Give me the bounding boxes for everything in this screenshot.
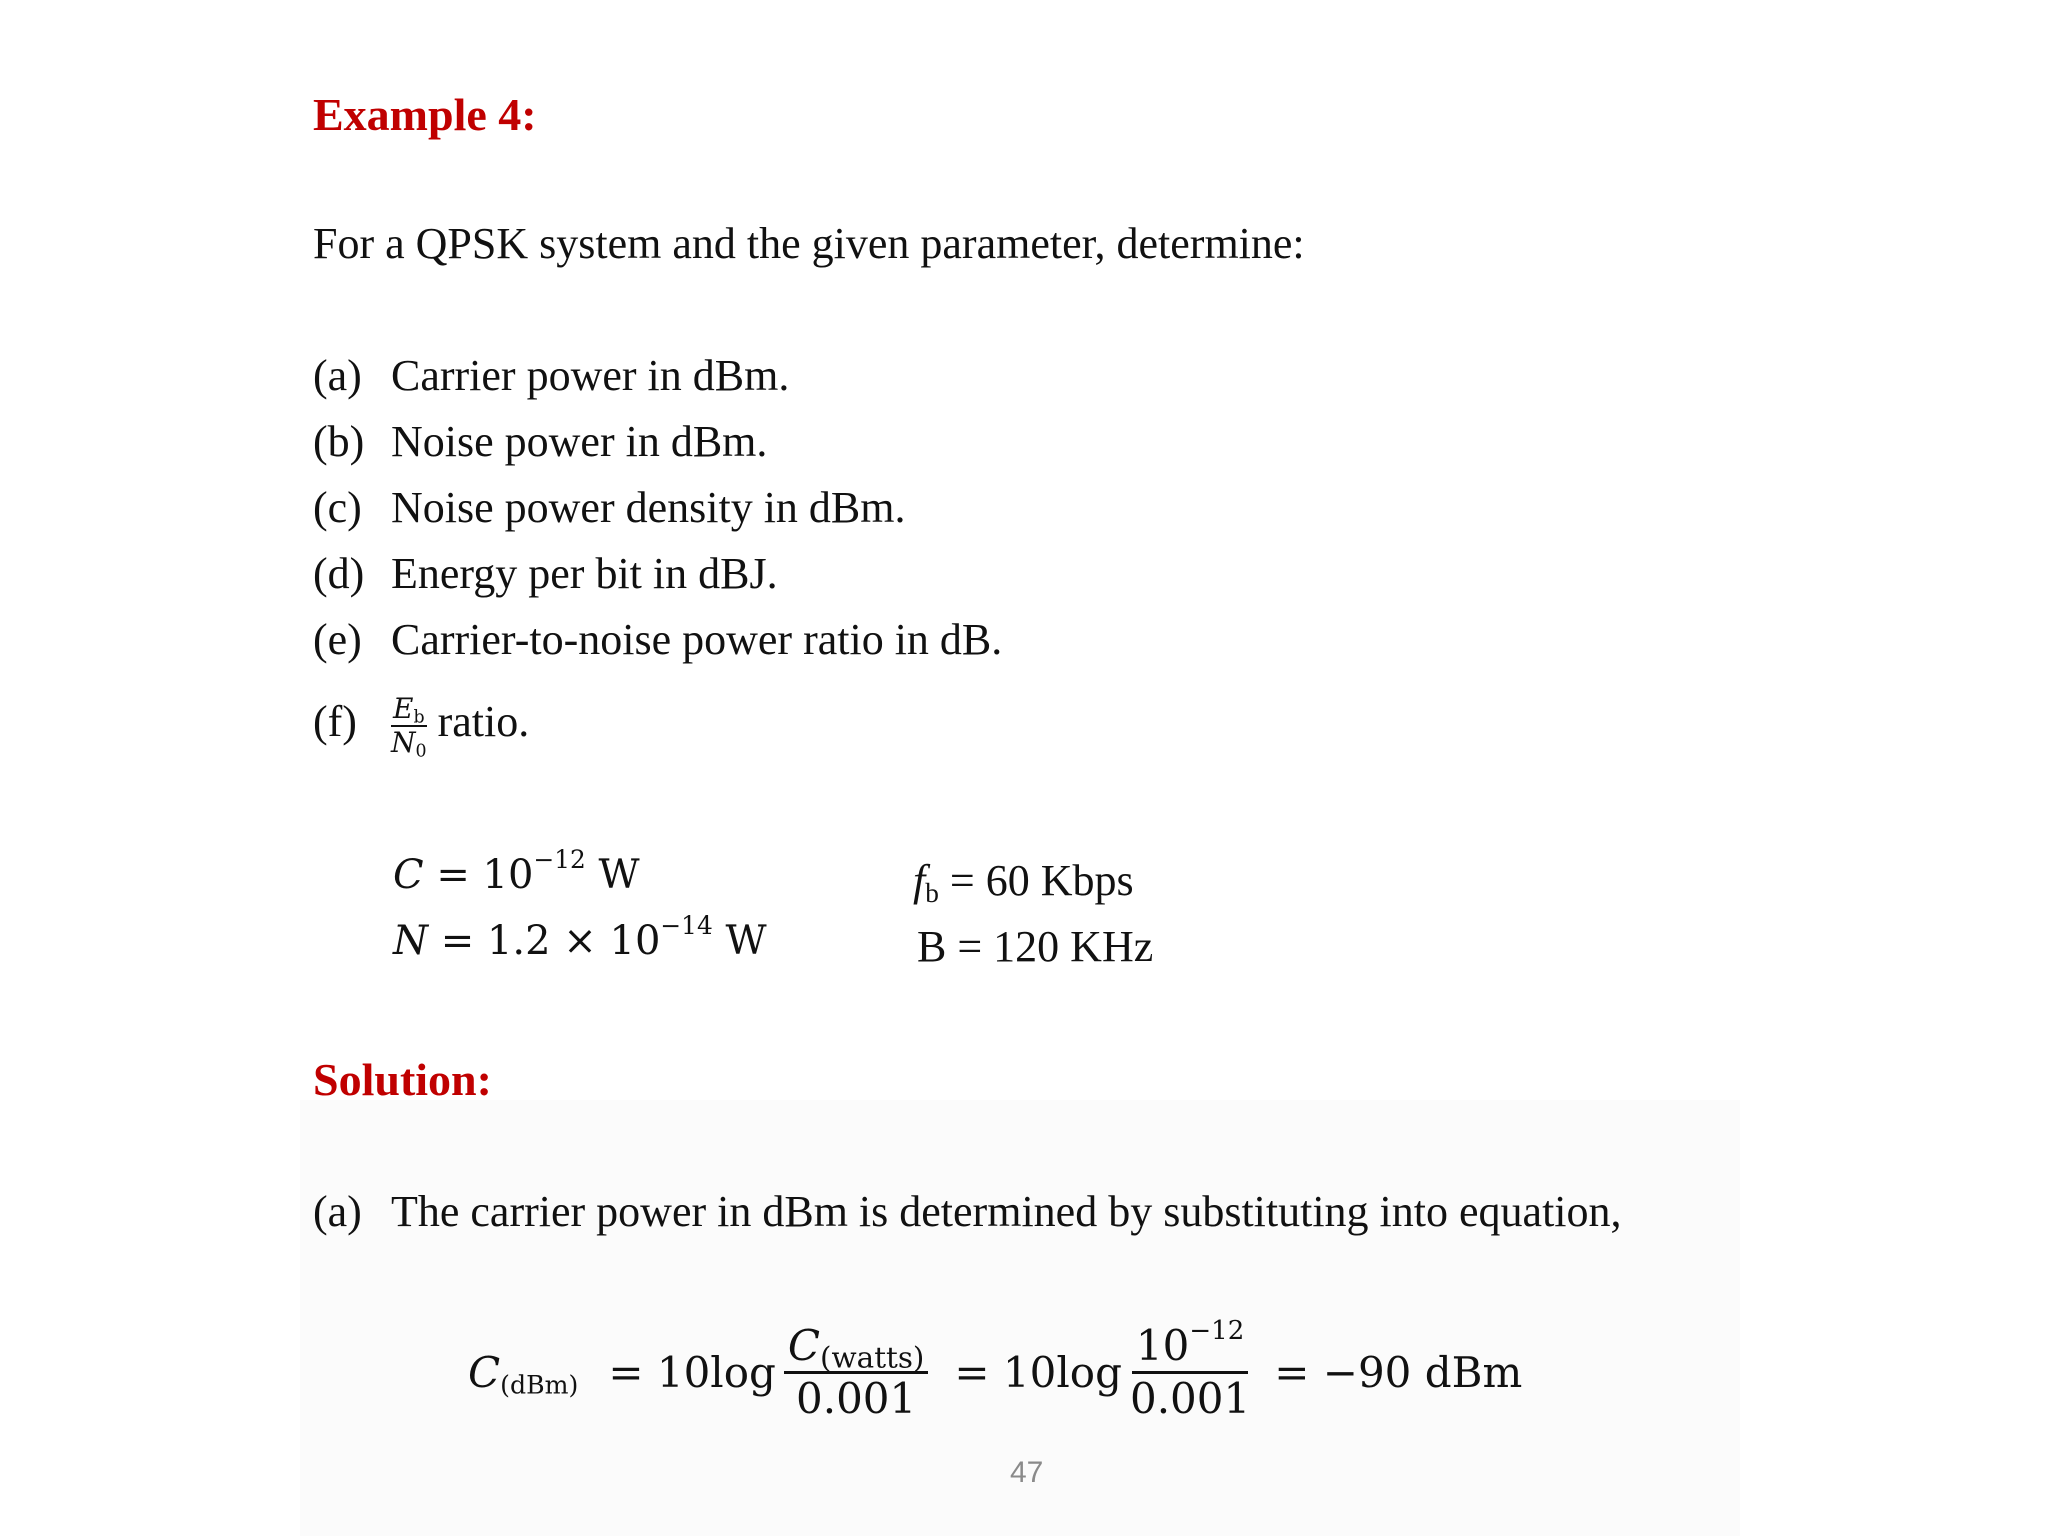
equation-lhs: $C_{(dBm)}$ — [468, 1348, 579, 1400]
list-item-e — [313, 614, 1002, 665]
item-label: (e) — [313, 615, 362, 664]
equation-eq2: = 10log — [954, 1348, 1122, 1397]
item-text: Carrier-to-noise power ratio in dB. — [391, 615, 1003, 664]
equation-eq1: = 10log — [608, 1348, 776, 1397]
item-text: Noise power density in dBm. — [391, 483, 906, 532]
item-label: (b) — [313, 417, 365, 466]
item-label: (a) — [313, 351, 362, 400]
list-item-f — [313, 692, 530, 762]
item-label: (a) — [313, 1187, 362, 1236]
list-item-c — [313, 482, 906, 533]
carrier-power-equation — [468, 1316, 1523, 1423]
example-heading: Example 4: — [313, 89, 537, 140]
solution-heading: Solution: — [313, 1054, 492, 1105]
eb-no-fraction: $\frac{E_b}{N_0}$ — [391, 692, 427, 762]
intro-text: For a QPSK system and the given parameter, determine: — [313, 219, 1305, 268]
page-number: 47 — [1010, 1456, 1044, 1489]
equation-result: = −90 dBm — [1274, 1348, 1523, 1397]
given-noise-power: $N = 1.2 \times 10^{-14}$ W — [393, 911, 767, 964]
given-bandwidth: B = 120 KHz — [917, 922, 1154, 971]
given-bit-rate: $f_b = 60$ Kbps — [913, 856, 1134, 908]
item-label: (c) — [313, 483, 362, 532]
item-text: Energy per bit in dBJ. — [391, 549, 778, 598]
equation-fraction-1: $\frac{C_{(watts)}}{0.001}$ — [784, 1325, 928, 1420]
item-text: ratio. — [437, 697, 530, 747]
given-carrier-power: $C = 10^{-12}$ W — [393, 845, 640, 898]
list-item-a — [313, 350, 789, 401]
item-text: Carrier power in dBm. — [391, 351, 790, 400]
equation-fraction-2: $\frac{10^{-12}}{0.001}$ — [1129, 1316, 1251, 1423]
list-item-b — [313, 416, 767, 467]
item-text: Noise power in dBm. — [391, 417, 768, 466]
item-label: (d) — [313, 549, 365, 598]
item-label: (f) — [313, 697, 357, 747]
item-text: The carrier power in dBm is determined by substituting into equation, — [391, 1187, 1622, 1236]
solution-part-a — [313, 1186, 1622, 1237]
list-item-d — [313, 548, 778, 599]
